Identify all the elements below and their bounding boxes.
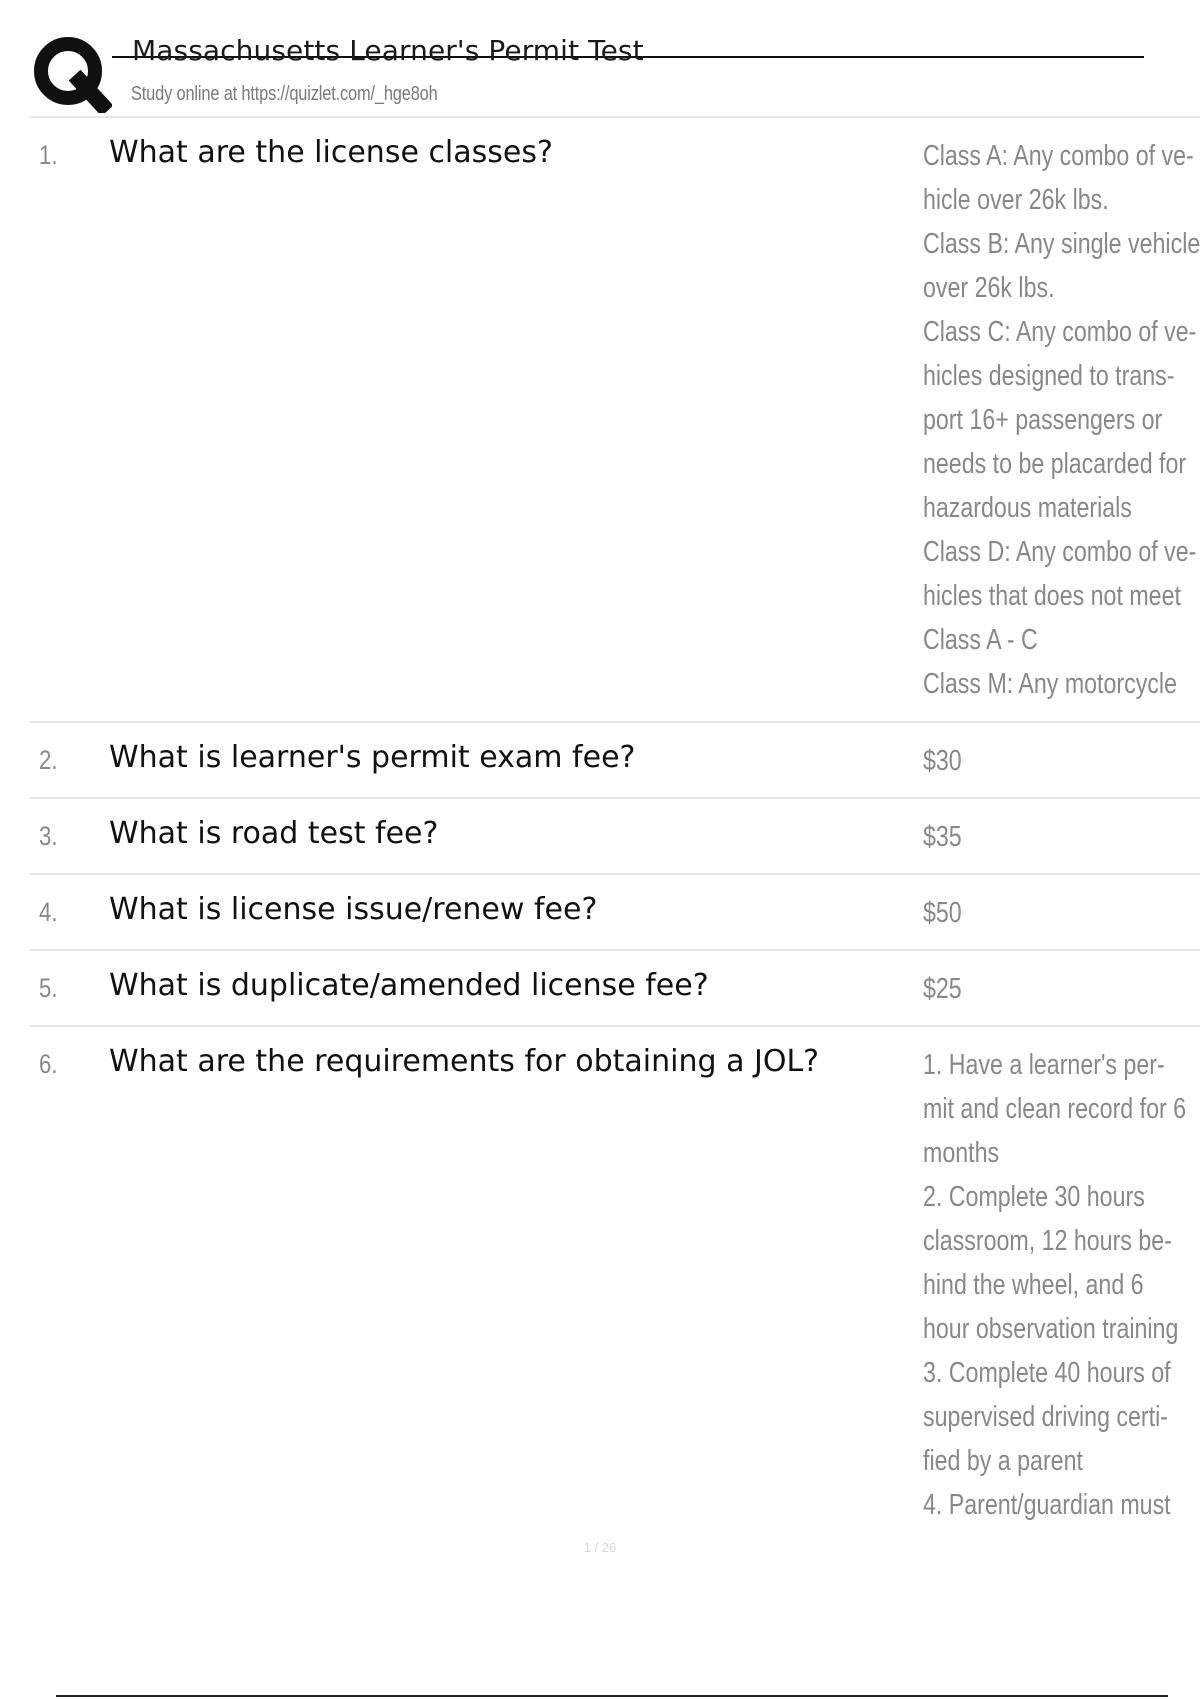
definition-line: over 26k lbs. (923, 272, 1055, 304)
card-number: 5. (39, 973, 58, 1003)
definition-line: hicles that does not meet (923, 580, 1181, 612)
definition-line: hind the wheel, and 6 (923, 1269, 1144, 1301)
flashcard-row (30, 1025, 1200, 1545)
card-term: What is learner's permit exam fee? (109, 740, 636, 775)
card-term: What is license issue/renew fee? (109, 892, 598, 927)
definition-line: 1. Have a learner's per- (923, 1049, 1165, 1081)
definition-line: Class A - C (923, 624, 1038, 656)
definition-line: hour observation training (923, 1313, 1179, 1345)
flashcard-row (30, 116, 1200, 721)
definition-line: Class M: Any motorcycle (923, 668, 1177, 700)
definition-line: classroom, 12 hours be- (923, 1225, 1172, 1257)
study-online-link[interactable]: Study online at https://quizlet.com/_hge8oh (131, 83, 438, 105)
document-title: Massachusetts Learner's Permit Test (132, 34, 644, 67)
definition-line: Class A: Any combo of ve- (923, 140, 1194, 172)
document-header (0, 0, 1200, 118)
card-term: What are the license classes? (109, 135, 553, 170)
card-number: 6. (39, 1049, 58, 1079)
definition-line: 4. Parent/guardian must (923, 1489, 1171, 1521)
card-number: 1. (39, 140, 58, 170)
definition-line: months (923, 1137, 1000, 1169)
definition-line: Class D: Any combo of ve- (923, 536, 1197, 568)
definition-line: fied by a parent (923, 1445, 1083, 1477)
card-number: 2. (39, 745, 58, 775)
definition-line: hicle over 26k lbs. (923, 184, 1109, 216)
definition-line: supervised driving certi- (923, 1401, 1168, 1433)
definition-line: needs to be placarded for (923, 448, 1187, 480)
definition-line: $50 (923, 897, 962, 929)
card-term: What is duplicate/amended license fee? (109, 968, 709, 1003)
page-number: 1 / 26 (583, 1540, 617, 1555)
definition-line: hazardous materials (923, 492, 1132, 524)
quizlet-q-icon (32, 33, 112, 113)
flashcard-row (30, 873, 1200, 949)
definition-line: $30 (923, 745, 962, 777)
definition-line: $35 (923, 821, 962, 853)
definition-line: Class B: Any single vehicle (923, 228, 1200, 260)
flashcard-row (30, 721, 1200, 797)
card-term: What are the requirements for obtaining a JOL? (109, 1044, 820, 1079)
card-definition (923, 891, 1171, 935)
card-definition (923, 967, 1171, 1011)
definition-line: $25 (923, 973, 962, 1005)
card-definition (923, 815, 1171, 859)
card-term: What is road test fee? (109, 816, 439, 851)
definition-line: port 16+ passengers or (923, 404, 1163, 436)
footer-divider (56, 1695, 1168, 1697)
flashcard-row (30, 949, 1200, 1025)
card-definition (923, 134, 1200, 706)
flashcard-list (30, 116, 1200, 1545)
card-definition (923, 1043, 1187, 1527)
definition-line: Class C: Any combo of ve- (923, 316, 1197, 348)
definition-line: 2. Complete 30 hours (923, 1181, 1145, 1213)
definition-line: hicles designed to trans- (923, 360, 1175, 392)
definition-line: 3. Complete 40 hours of (923, 1357, 1171, 1389)
card-number: 3. (39, 821, 58, 851)
card-number: 4. (39, 897, 58, 927)
flashcard-row (30, 797, 1200, 873)
card-definition (923, 739, 1171, 783)
definition-line: mit and clean record for 6 (923, 1093, 1187, 1125)
